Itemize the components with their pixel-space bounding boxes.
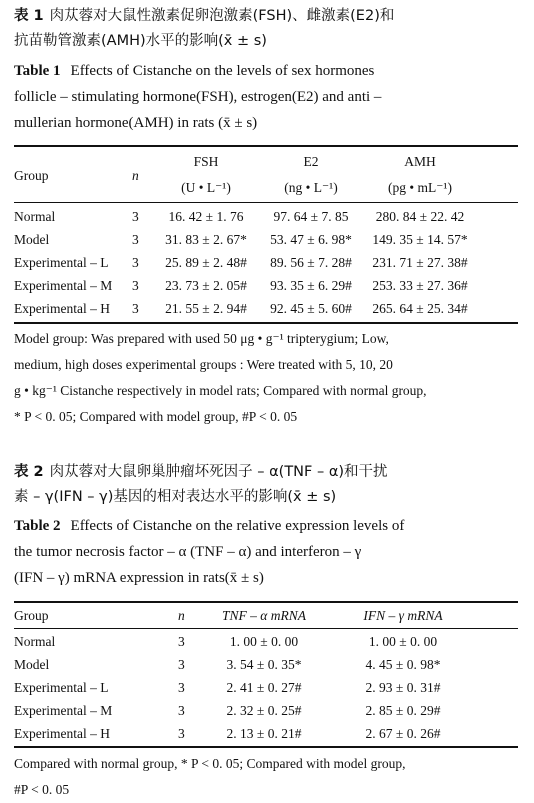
table1-cell-e2: 93. 35 ± 6. 29# <box>270 278 352 293</box>
table1-cell-group: Model <box>14 232 50 247</box>
table1-cell-amh: 280. 84 ± 22. 42 <box>375 209 465 224</box>
table1-cn-title <box>14 4 518 54</box>
table2-cell-n: 3 <box>178 703 185 718</box>
table2-cell-ifn: 1. 00 ± 0. 00 <box>368 634 438 649</box>
table1-en-title-line3: mullerian hormone(AMH) in rats (x̄ ± s) <box>14 115 258 131</box>
table2-footnote <box>14 751 518 803</box>
table2-header-group: Group <box>14 608 49 623</box>
table2-cell-tnf: 3. 54 ± 0. 35* <box>226 657 302 672</box>
table1-header-amh: AMH <box>404 154 436 169</box>
table1-cell-fsh: 21. 55 ± 2. 94# <box>165 301 247 316</box>
table2-cell-group: Experimental – L <box>14 680 109 695</box>
table2-en-title-line1: Table 2 Effects of Cistanche on the relative expression levels of <box>14 518 405 534</box>
table2-en-label: Table 2 <box>14 518 61 534</box>
table1-cell-n: 3 <box>132 301 139 316</box>
table1-cell-n: 3 <box>132 209 139 224</box>
table1-cell-fsh: 25. 89 ± 2. 48# <box>165 255 247 270</box>
table2-header-tnf: TNF – α mRNA <box>222 608 306 623</box>
table1-cn-title-line2: 抗苗勒管激素(AMH)水平的影响(x̄ ± s) <box>14 33 267 49</box>
table1-en-title <box>14 58 518 136</box>
table1-cn-label: 表 1 <box>14 8 44 24</box>
table1-cell-amh: 149. 35 ± 14. 57* <box>372 232 468 247</box>
table1-header-fsh-unit: (U • L⁻¹) <box>181 180 231 195</box>
table2-cell-n: 3 <box>178 680 185 695</box>
table1-footnote-line3: g • kg⁻¹ Cistanche respectively in model rats; Compared with normal group, <box>14 383 427 398</box>
table1-cell-amh: 253. 33 ± 27. 36# <box>372 278 468 293</box>
table1-cn-title-line1: 表 1 肉苁蓉对大鼠性激素促卵泡激素(FSH)、雌激素(E2)和 <box>14 8 395 24</box>
table1-cell-group: Normal <box>14 209 56 224</box>
table2-cell-ifn: 2. 85 ± 0. 29# <box>365 703 441 718</box>
table1-header-amh-unit: (pg • mL⁻¹) <box>388 180 452 195</box>
table2-cell-tnf: 2. 41 ± 0. 27# <box>226 680 302 695</box>
table2-cn-title <box>14 460 518 510</box>
table2-cell-tnf: 1. 00 ± 0. 00 <box>229 634 299 649</box>
table2-cn-title-line2: 素 – γ(IFN – γ)基因的相对表达水平的影响(x̄ ± s) <box>14 489 337 505</box>
table1-cell-n: 3 <box>132 232 139 247</box>
table2-en-title <box>14 513 518 591</box>
table1-bottom-rule <box>14 322 518 324</box>
table1-cell-amh: 265. 64 ± 25. 34# <box>372 301 468 316</box>
table1-header-rule <box>14 202 518 203</box>
table1-cell-e2: 89. 56 ± 7. 28# <box>270 255 352 270</box>
table2-cell-ifn: 4. 45 ± 0. 98* <box>365 657 441 672</box>
table1-cell-fsh: 31. 83 ± 2. 67* <box>165 232 247 247</box>
table1-footnote-line1: Model group: Was prepared with used 50 μg • g⁻¹ tripterygium; Low, <box>14 331 389 346</box>
table1-header-fsh: FSH <box>193 154 219 169</box>
table2-cell-ifn: 2. 67 ± 0. 26# <box>365 726 441 741</box>
table1-header-n: n <box>132 168 139 183</box>
table2-cell-group: Normal <box>14 634 56 649</box>
table1-header-e2-unit: (ng • L⁻¹) <box>284 180 338 195</box>
table1-cell-e2: 97. 64 ± 7. 85 <box>273 209 349 224</box>
table2-cn-label: 表 2 <box>14 464 44 480</box>
table1-header-e2: E2 <box>303 154 319 169</box>
table2-top-rule <box>14 601 518 603</box>
table2-en-title-line2: the tumor necrosis factor – α (TNF – α) and interferon – γ <box>14 544 362 560</box>
table2-cell-group: Experimental – M <box>14 703 113 718</box>
table2-cell-group: Model <box>14 657 50 672</box>
table2-header-rule <box>14 628 518 629</box>
table1-cell-n: 3 <box>132 278 139 293</box>
table2-header-n: n <box>178 608 185 623</box>
table2-cn-title-line1: 表 2 肉苁蓉对大鼠卵巢肿瘤坏死因子 – α(TNF – α)和干扰 <box>14 464 388 480</box>
table1-footnote-line2: medium, high doses experimental groups : Were treated with 5, 10, 20 <box>14 357 393 372</box>
table1-cell-amh: 231. 71 ± 27. 38# <box>372 255 468 270</box>
table1-en-title-line2: follicle – stimulating hormone(FSH), estrogen(E2) and anti – <box>14 89 382 105</box>
table2-cell-tnf: 2. 13 ± 0. 21# <box>226 726 302 741</box>
table1-top-rule <box>14 145 518 147</box>
table1-cell-n: 3 <box>132 255 139 270</box>
table2-cell-n: 3 <box>178 726 185 741</box>
table1-cell-fsh: 16. 42 ± 1. 76 <box>168 209 244 224</box>
table2-cell-group: Experimental – H <box>14 726 110 741</box>
table1-cell-group: Experimental – L <box>14 255 109 270</box>
table1-cell-group: Experimental – H <box>14 301 110 316</box>
table2-bottom-rule <box>14 746 518 748</box>
table1-header-group: Group <box>14 168 49 183</box>
table2-en-title-line3: (IFN – γ) mRNA expression in rats(x̄ ± s) <box>14 570 264 586</box>
table2-footnote-line2: #P < 0. 05 <box>14 782 70 797</box>
table2-cell-tnf: 2. 32 ± 0. 25# <box>226 703 302 718</box>
table1-en-title-line1: Table 1 Effects of Cistanche on the levels of sex hormones <box>14 63 375 79</box>
table2-cell-ifn: 2. 93 ± 0. 31# <box>365 680 441 695</box>
table2-cell-n: 3 <box>178 634 185 649</box>
table1-footnote-line4: * P < 0. 05; Compared with model group, #P < 0. 05 <box>14 409 298 424</box>
table2-cell-n: 3 <box>178 657 185 672</box>
table2-footnote-line1: Compared with normal group, * P < 0. 05; Compared with model group, <box>14 756 406 771</box>
table1-cell-e2: 92. 45 ± 5. 60# <box>270 301 352 316</box>
table2-header-ifn: IFN – γ mRNA <box>363 608 443 623</box>
table1-cell-group: Experimental – M <box>14 278 113 293</box>
table1-cell-fsh: 23. 73 ± 2. 05# <box>165 278 247 293</box>
table1-cell-e2: 53. 47 ± 6. 98* <box>270 232 352 247</box>
table1-en-label: Table 1 <box>14 63 61 79</box>
table1-footnote <box>14 326 518 430</box>
